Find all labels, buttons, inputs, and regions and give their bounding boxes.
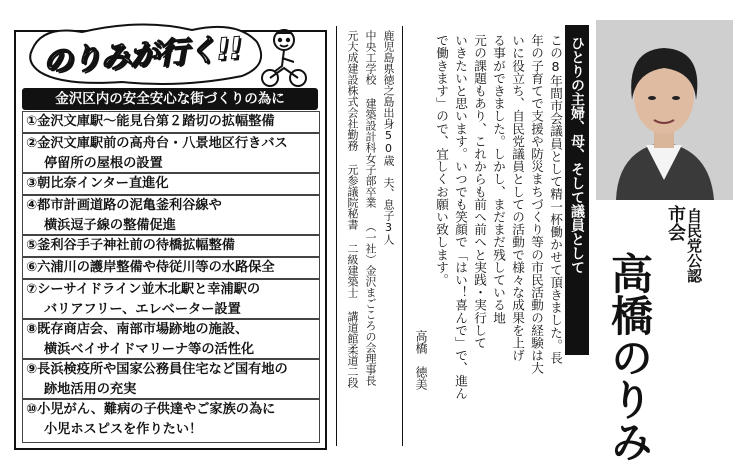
slogan-text: ひとりの主婦、母、そして議員として [569,36,585,274]
profile-line-1: 鹿児島県徳之島出身50歳 夫、息子3人 [382,30,395,245]
policy-item: ⑧既存商店会、南部市場跡地の施設、 横浜ベイサイドマリーナ等の活性化 [22,319,320,359]
office-label: 市会 [665,205,686,241]
candidate-portrait [596,20,733,200]
message-line-1: この8年間市会議員として精一杯働かせて頂きました。長 [548,34,563,364]
policy-item: ⑥六浦川の護岸整備や侍従川等の水路保全 [22,257,320,279]
party-endorsement: 自民党公認 [685,208,703,283]
policy-item: ⑤釜利谷手子神社前の待橋拡幅整備 [22,235,320,257]
policy-item: ⑦シーサイドライン並木北駅と幸浦駅の バリアフリー、エレベーター設置 [22,279,320,319]
profile-line-3: 元大成建設株式会社勤務 元参議院秘書 二級建築士 講道館柔道二段 [346,30,359,388]
message-line-2: 年の子育てで支援や防災まちづくり等の市民活動の経験は大 [529,34,544,375]
policy-item: ③朝比奈インター直進化 [22,173,320,195]
policy-item: ⑩小児がん、難病の子供達やご家族の為に 小児ホスピスを作りたい！ [22,399,320,443]
message-line-6: いきたいと思います。いつでも笑顔で「はい！喜んで」で、進ん [453,34,468,400]
column-divider [336,26,337,446]
column-divider [402,26,403,446]
policy-item: ②金沢文庫駅前の高舟台・八景地区行きバス 停留所の屋根の設置 [22,133,320,173]
message-line-5: 元の課題もあり、これからも前へ前へと実践・実行して [472,34,487,349]
message-line-4: る事ができました。しかし、まだまだ残している地 [491,34,506,324]
message-line-3: いに役立ち、自民党議員としての活動で様々な成果を上げ [510,34,525,362]
banner-heading: 金沢区内の安全安心な街づくりの為に [22,88,318,110]
policy-item: ①金沢文庫駅～能見台第２踏切の拡幅整備 [22,111,320,133]
cyclist-icon [262,30,306,86]
candidate-name: 高橋のりみ [605,252,654,462]
message-signature: 高橋 徳美 [414,330,428,390]
policy-item: ⑨長浜検疫所や国家公務員住宅など国有地の 跡地活用の充実 [22,359,320,399]
logo-title: のりみが行く!! [41,31,243,80]
message-line-7: で働きます」ので、宜しくお願い致します。 [434,34,449,286]
policy-item: ④都市計画道路の泥亀釜利谷線や 横浜逗子線の整備促進 [22,195,320,235]
profile-line-2: 中央工学校 建築設計科女子部卒業 （一社）金沢まごころの会理事長 [364,30,377,386]
